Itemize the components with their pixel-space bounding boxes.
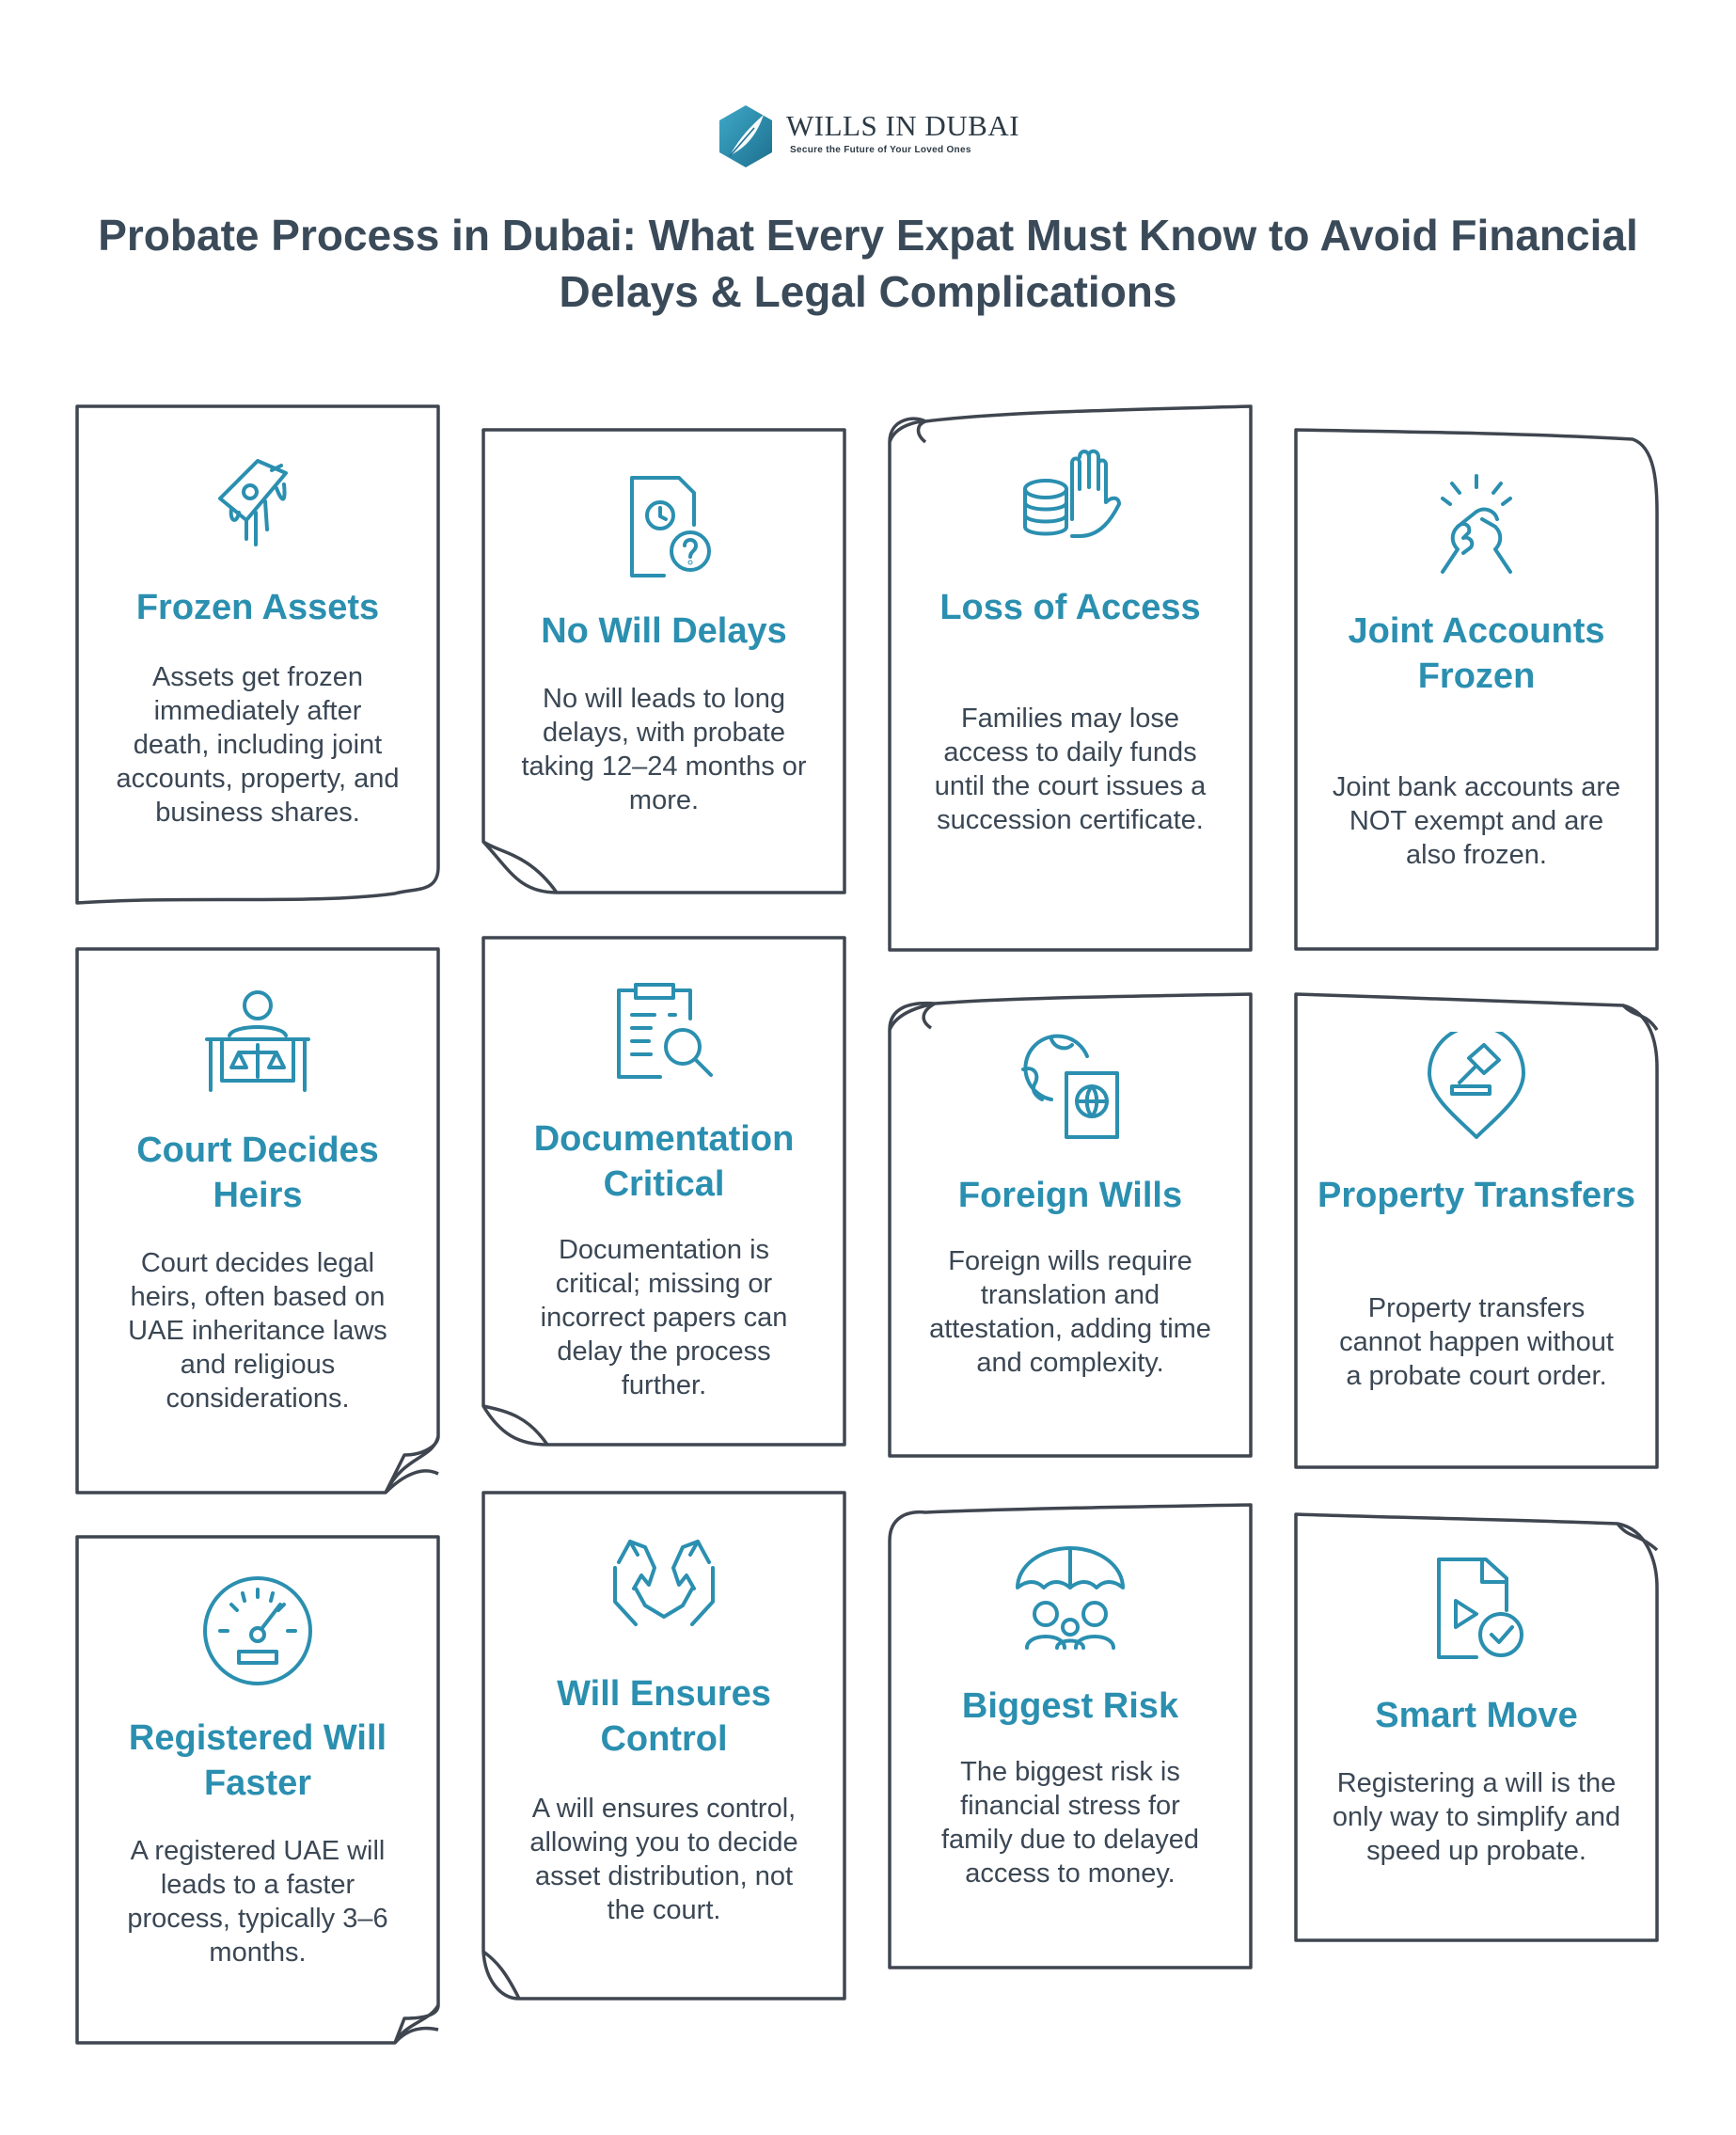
hands-control-icon — [608, 1530, 720, 1643]
card-heading: No Will Delays — [541, 611, 787, 651]
document-check-icon — [1420, 1552, 1533, 1665]
card-heading: Loss of Access — [939, 588, 1201, 627]
card-registered-will-faster — [75, 1535, 440, 2045]
handshake-icon — [1420, 470, 1533, 583]
judge-scales-icon — [201, 987, 314, 1099]
card-documentation-critical — [481, 936, 846, 1447]
card-text: A registered UAE will leads to a faster process, typically 3–6 months. — [127, 1836, 388, 1968]
card-heading: Property Transfers — [1318, 1176, 1635, 1215]
umbrella-family-icon — [1014, 1542, 1127, 1655]
coins-hand-icon — [1014, 444, 1127, 557]
card-heading: Foreign Wills — [957, 1176, 1183, 1215]
card-text: Joint bank accounts are NOT exempt and are also frozen. — [1332, 772, 1621, 870]
card-smart-move — [1294, 1512, 1659, 1942]
brand-name: WILLS IN DUBAI — [786, 109, 1020, 142]
card-heading: Documentation Critical — [533, 1119, 795, 1204]
card-text: No will leads to long delays, with probate taking 12–24 months or more. — [521, 684, 807, 815]
card-heading: Will Ensures Control — [557, 1674, 771, 1759]
card-heading: Frozen Assets — [135, 588, 380, 627]
card-biggest-risk — [888, 1503, 1253, 1969]
card-foreign-wills — [888, 992, 1253, 1458]
card-heading: Joint Accounts Frozen — [1348, 611, 1605, 696]
card-will-ensures-control — [481, 1491, 846, 2001]
card-frozen-assets — [75, 404, 440, 905]
card-heading: Smart Move — [1375, 1696, 1578, 1735]
card-heading: Registered Will Faster — [128, 1718, 387, 1803]
card-loss-of-access — [888, 404, 1253, 952]
speedometer-icon — [201, 1574, 314, 1687]
document-clock-question-icon — [608, 470, 720, 583]
card-text: Documentation is critical; missing or incorrect papers can delay the process further. — [540, 1235, 788, 1400]
gavel-pin-icon — [1420, 1032, 1533, 1145]
card-text: A will ensures control, allowing you to decide asset distribution, not the court. — [529, 1794, 798, 1925]
card-text: Court decides legal heirs, often based on UAE inheritance laws and religious considerations. — [128, 1248, 387, 1414]
card-no-will-delays — [481, 428, 846, 894]
card-text: Assets get frozen immediately after death, including joint accounts, property, and business shares. — [116, 662, 400, 828]
card-court-decides-heirs — [75, 947, 440, 1494]
frozen-card-icon — [201, 447, 314, 560]
card-text: The biggest risk is financial stress for family due to delayed access to money. — [940, 1757, 1200, 1889]
feather-logo-icon — [717, 103, 775, 169]
card-text: Foreign wills require translation and attestation, adding time and complexity. — [929, 1246, 1211, 1378]
card-property-transfers — [1294, 992, 1659, 1469]
globe-passport-icon — [1014, 1032, 1127, 1145]
clipboard-search-icon — [608, 975, 720, 1088]
card-joint-accounts-frozen — [1294, 428, 1659, 951]
page-title: Probate Process in Dubai: What Every Expat Must Know to Avoid Financial Delays & Legal Complications — [98, 211, 1638, 316]
card-heading: Biggest Risk — [961, 1686, 1179, 1726]
card-heading: Court Decides Heirs — [136, 1131, 379, 1215]
card-text: Families may lose access to daily funds until the court issues a succession certificate. — [934, 704, 1207, 835]
brand-logo — [717, 103, 1027, 171]
brand-tagline: Secure the Future of Your Loved Ones — [790, 145, 971, 155]
card-text: Property transfers cannot happen without a probate court order. — [1339, 1293, 1614, 1391]
card-text: Registering a will is the only way to simplify and speed up probate. — [1332, 1768, 1621, 1866]
